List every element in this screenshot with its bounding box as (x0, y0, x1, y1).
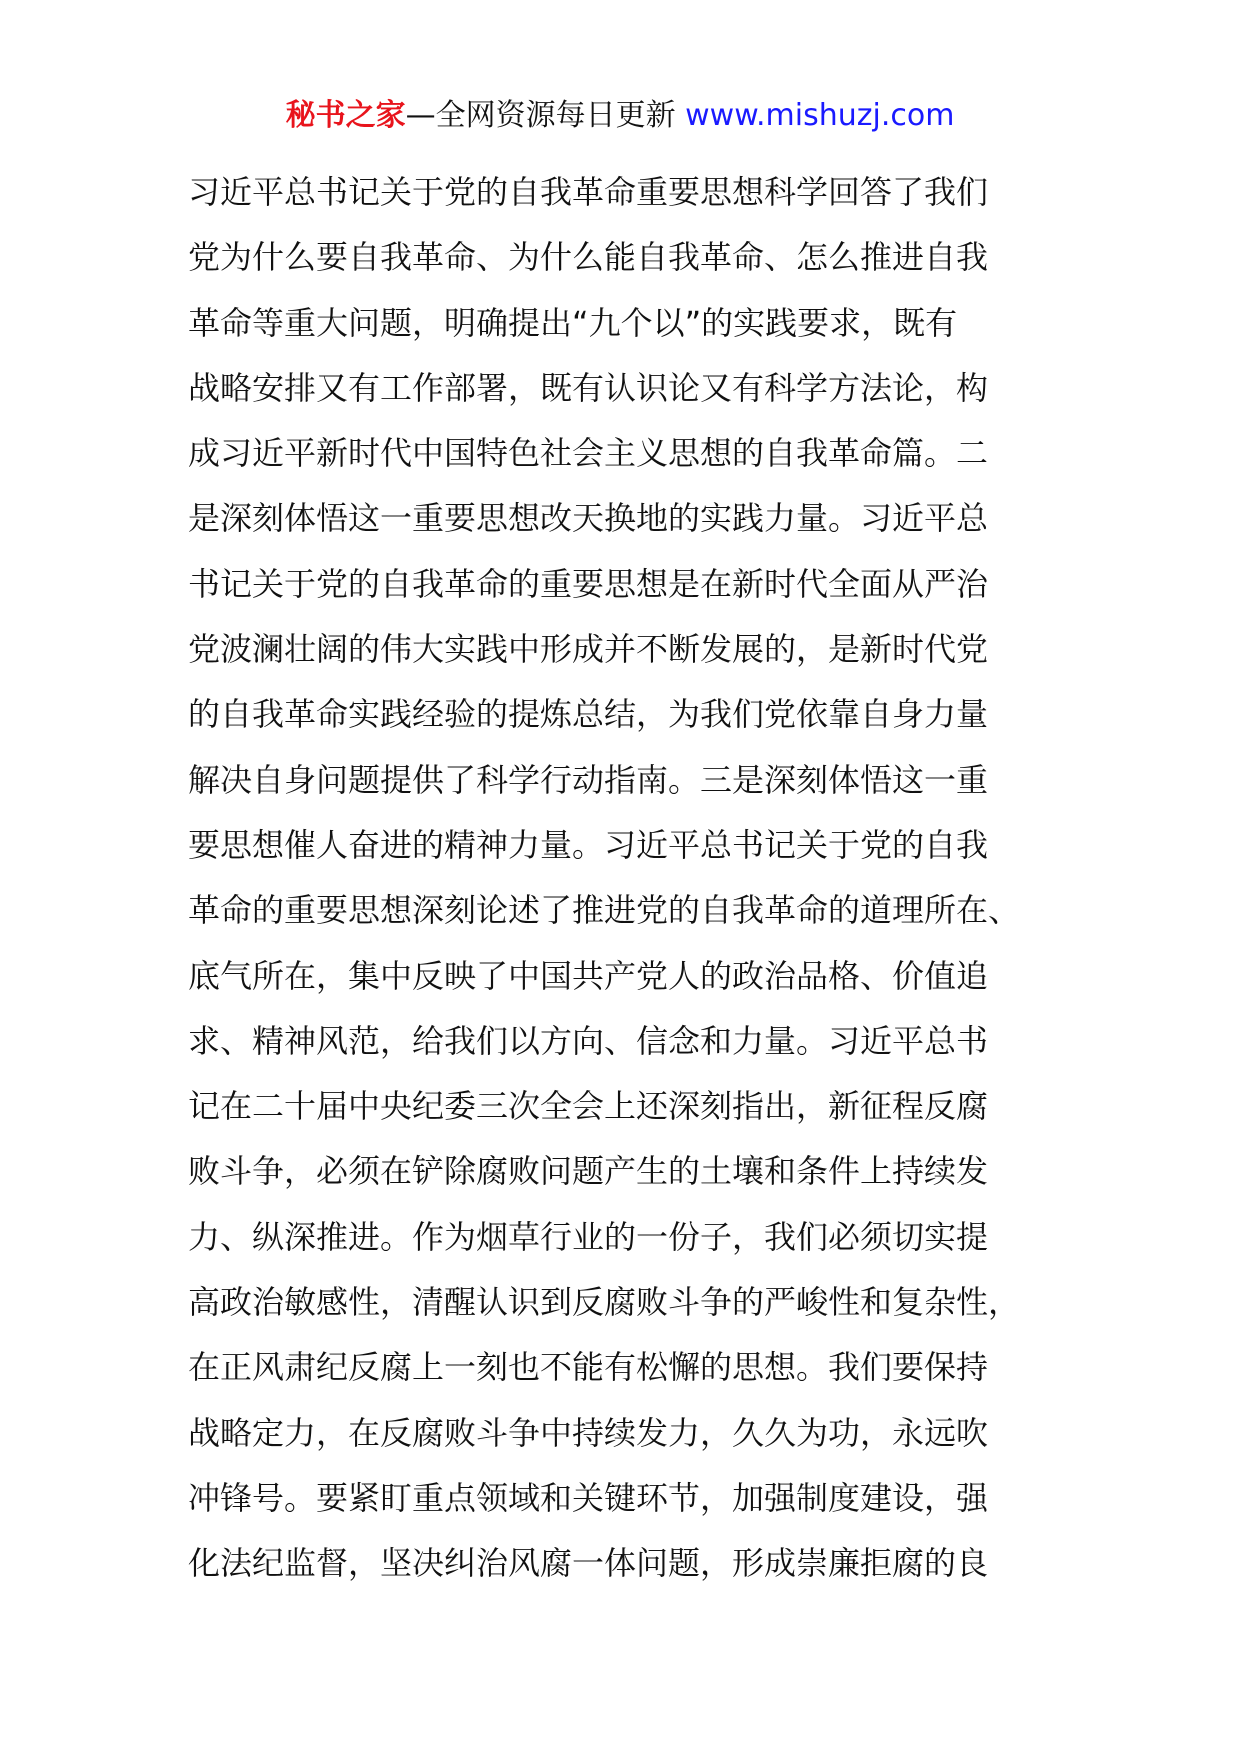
body-line: 习近平总书记关于党的自我革命重要思想科学回答了我们 (188, 173, 989, 211)
header-tagline: —全网资源每日更新 (405, 98, 686, 133)
site-url-link[interactable]: www.mishuzj.com (685, 98, 955, 133)
body-line: 力、纵深推进。作为烟草行业的一份子，我们必须切实提 (188, 1217, 989, 1256)
body-line: 底气所在，集中反映了中国共产党人的政治品格、价值追 (188, 956, 989, 995)
body-line: 成习近平新时代中国特色社会主义思想的自我革命篇。二 (188, 434, 989, 473)
body-line: 在正风肃纪反腐上一刻也不能有松懈的思想。我们要保持 (188, 1348, 989, 1387)
brand-name: 秘书之家 (285, 98, 406, 133)
body-line: 的自我革命实践经验的提炼总结，为我们党依靠自身力量 (188, 695, 989, 734)
body-line: 求、精神风范，给我们以方向、信念和力量。习近平总书 (188, 1021, 989, 1060)
body-line: 高政治敏感性，清醒认识到反腐败斗争的严峻性和复杂性， (188, 1283, 1021, 1322)
body-line: 革命的重要思想深刻论述了推进党的自我革命的道理所在、 (188, 891, 1021, 930)
body-line: 革命等重大问题，明确提出“九个以”的实践要求，既有 (188, 303, 958, 342)
body-line: 冲锋号。要紧盯重点领域和关键环节，加强制度建设，强 (188, 1478, 989, 1517)
body-line: 败斗争，必须在铲除腐败问题产生的土壤和条件上持续发 (188, 1152, 989, 1191)
body-line: 党波澜壮阔的伟大实践中形成并不断发展的，是新时代党 (188, 630, 989, 669)
body-line: 战略定力，在反腐败斗争中持续发力，久久为功，永远吹 (188, 1413, 989, 1452)
page-header (0, 96, 1240, 136)
body-line: 是深刻体悟这一重要思想改天换地的实践力量。习近平总 (188, 499, 989, 538)
body-line: 化法纪监督，坚决纠治风腐一体问题，形成崇廉拒腐的良 (188, 1544, 989, 1583)
body-line: 党为什么要自我革命、为什么能自我革命、怎么推进自我 (188, 238, 989, 277)
body-line: 书记关于党的自我革命的重要思想是在新时代全面从严治 (188, 564, 989, 603)
body-line: 战略安排又有工作部署，既有认识论又有科学方法论，构 (188, 368, 989, 407)
body-line: 解决自身问题提供了科学行动指南。三是深刻体悟这一重 (188, 760, 989, 799)
body-line: 记在二十届中央纪委三次全会上还深刻指出，新征程反腐 (188, 1087, 989, 1126)
body-line: 要思想催人奋进的精神力量。习近平总书记关于党的自我 (188, 825, 989, 864)
document-body (188, 160, 1068, 1597)
